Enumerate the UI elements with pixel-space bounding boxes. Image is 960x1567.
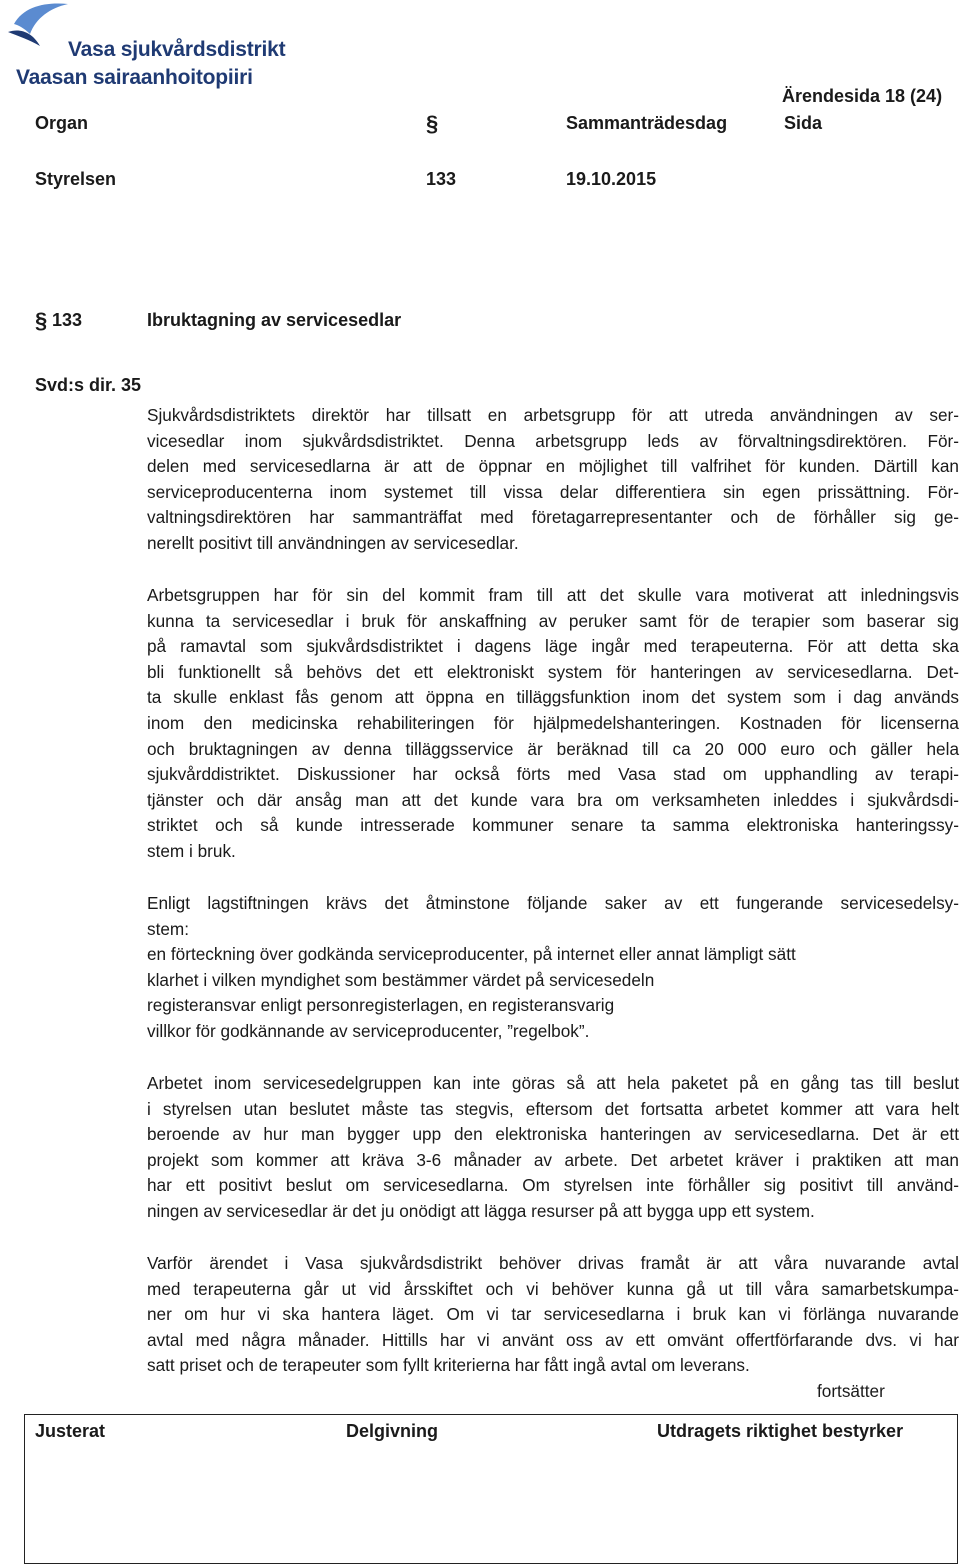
- page-label: Sida: [784, 113, 823, 133]
- text-line: och bruktagningen av denna tilläggsservice är beräknad till ca 20 000 euro och gäller hela: [147, 738, 959, 759]
- text-line: Arbetet inom servicesedelgruppen kan inte göras så att hela paketet på en gång tas till beslut: [147, 1073, 959, 1093]
- section-paragraph-icon: §: [35, 308, 48, 333]
- text-line: har ett positivt beslut om servicesedlarna. Om styrelsen inte förhåller sig positivt till använd-: [147, 1175, 959, 1196]
- paragraph-number: 133: [426, 169, 457, 189]
- proposer: Svd:s dir. 35: [35, 375, 142, 395]
- continues-note: fortsätter: [817, 1381, 885, 1401]
- list-item: villkor för godkännande av serviceproducenter, ”regelbok”.: [147, 1020, 590, 1041]
- text-line: Varför ärendet i Vasa sjukvårdsdistrikt behöver drivas framåt är att våra nuvarande avtal: [147, 1253, 959, 1273]
- meeting-date: 19.10.2015: [566, 169, 657, 189]
- text-line: valtningsdirektören har sammanträffat med företagarrepresentanter och de förhåller sig ge-: [147, 507, 959, 528]
- logo-name-swedish: Vasa sjukvårdsdistrikt: [68, 38, 286, 61]
- paragraph-4: [147, 1071, 959, 1225]
- text-line: i styrelsen utan beslutet måste tas stegvis, eftersom det fortsatta arbetet kommer att vara helt: [147, 1098, 959, 1119]
- organ-value: Styrelsen: [35, 169, 117, 189]
- text-line: satt priset och de terapeuter som fyllt kriterierna har fått ingå avtal om leverans.: [147, 1355, 750, 1376]
- text-line: beroende av hur man bygger upp den elektroniska hanteringen av servicesedlarna. Det är ett: [147, 1124, 959, 1145]
- list-item: en förteckning över godkända serviceproducenter, på internet eller annat lämpligt sätt: [147, 944, 796, 965]
- text-line: kunna ta servicesedlar i bruk för anskaffning av peruker samt för de terapier som baserar sig: [147, 610, 959, 631]
- text-line: Arbetsgruppen har för sin del kommit fram till att det skulle vara motiverat att inledningsvis: [147, 585, 959, 605]
- list-item: klarhet i vilken myndighet som bestämmer värdet på servicesedeln: [147, 969, 655, 990]
- text-line: avtal med några månader. Hittills har vi använt oss av ett omvänt offertförfarande dvs. vi har: [147, 1329, 959, 1350]
- text-line: stem i bruk.: [147, 840, 236, 861]
- text-line: sjukvårddistriktet. Diskussioner har också förts med Vasa stad om upphandling av terapi-: [147, 764, 959, 785]
- text-line: serviceproducenterna inom systemet till vissa delar differentiera sin egen prissättning. För-: [147, 481, 959, 502]
- adjusted-label: Justerat: [35, 1421, 106, 1441]
- text-line: vicesedlar inom sjukvårdsdistriktet. Denna arbetsgrupp leds av förvaltningsdirektören. För-: [147, 430, 959, 451]
- text-line: projekt som kommer att kräva 3-6 månader av arbete. Det arbetet kräver i praktiken att man: [147, 1149, 959, 1170]
- text-line: med terapeuterna går ut vid årsskiftet och vi behöver kunna gå ut till våra samarbetskumpa-: [147, 1278, 959, 1299]
- organization-logo: [6, 2, 296, 92]
- paragraph-2: [147, 583, 959, 865]
- signature-box: [24, 1414, 958, 1564]
- text-line: Sjukvårdsdistriktets direktör har tillsatt en arbetsgrupp för att utreda användningen av ser-: [147, 405, 959, 425]
- text-line: på ramavtal som sjukvårdsdistriktet i dagens läge ingår med terapeuterna. För att detta ska: [147, 636, 959, 657]
- page-reference: Ärendesida 18 (24): [782, 86, 943, 106]
- logo-name-finnish: Vaasan sairaanhoitopiiri: [16, 66, 253, 89]
- paragraph-icon: §: [426, 111, 439, 136]
- text-line: ta skulle enklast fås genom att öppna en tilläggsfunktion inom det system som i dag används: [147, 687, 959, 708]
- meeting-date-label: Sammanträdesdag: [566, 113, 728, 133]
- paragraph-1: [147, 403, 959, 557]
- text-line: bli funktionellt så behövs det ett elektroniskt system för hanteringen av servicesedlarna. Det-: [147, 661, 959, 682]
- organ-label: Organ: [35, 113, 89, 133]
- text-line: stem:: [147, 918, 190, 939]
- certified-label: Utdragets riktighet bestyrker: [657, 1421, 904, 1441]
- text-line: tjänster och där ansåg man att det kunde vara bra om verksamheten inleddes i sjukvårdsdi-: [147, 789, 959, 810]
- paragraph-5: [147, 1251, 959, 1379]
- text-line: delen med servicesedlarna är att de öppnar en möjlighet till valfrihet för kunden. Därtill kan: [147, 456, 959, 477]
- text-line: Enligt lagstiftningen krävs det åtminstone följande saker av ett fungerande servicesedelsy-: [147, 893, 959, 913]
- text-line: striktet och så kunde intresserade kommuner senare ta samma elektroniska hanteringssy-: [147, 815, 959, 836]
- section-number: 133: [52, 310, 83, 330]
- text-line: inom den medicinska rehabiliteringen för hjälpmedelshanteringen. Kostnaden för licenserna: [147, 712, 959, 733]
- notification-label: Delgivning: [346, 1421, 439, 1441]
- logo-mark-icon: [6, 2, 68, 50]
- text-line: nerellt positivt till användningen av servicesedlar.: [147, 532, 519, 553]
- text-line: ningen av servicesedlar är det ju onödigt att lägga resurser på att bygga upp ett system.: [147, 1200, 815, 1221]
- section-title: Ibruktagning av servicesedlar: [147, 310, 402, 330]
- paragraph-3: [147, 891, 959, 1045]
- text-line: ner om hur vi ska hantera läget. Om vi tar servicesedlarna i bruk kan vi förlänga nuvarande: [147, 1304, 959, 1325]
- list-item: registeransvar enligt personregisterlagen, en registeransvarig: [147, 995, 615, 1016]
